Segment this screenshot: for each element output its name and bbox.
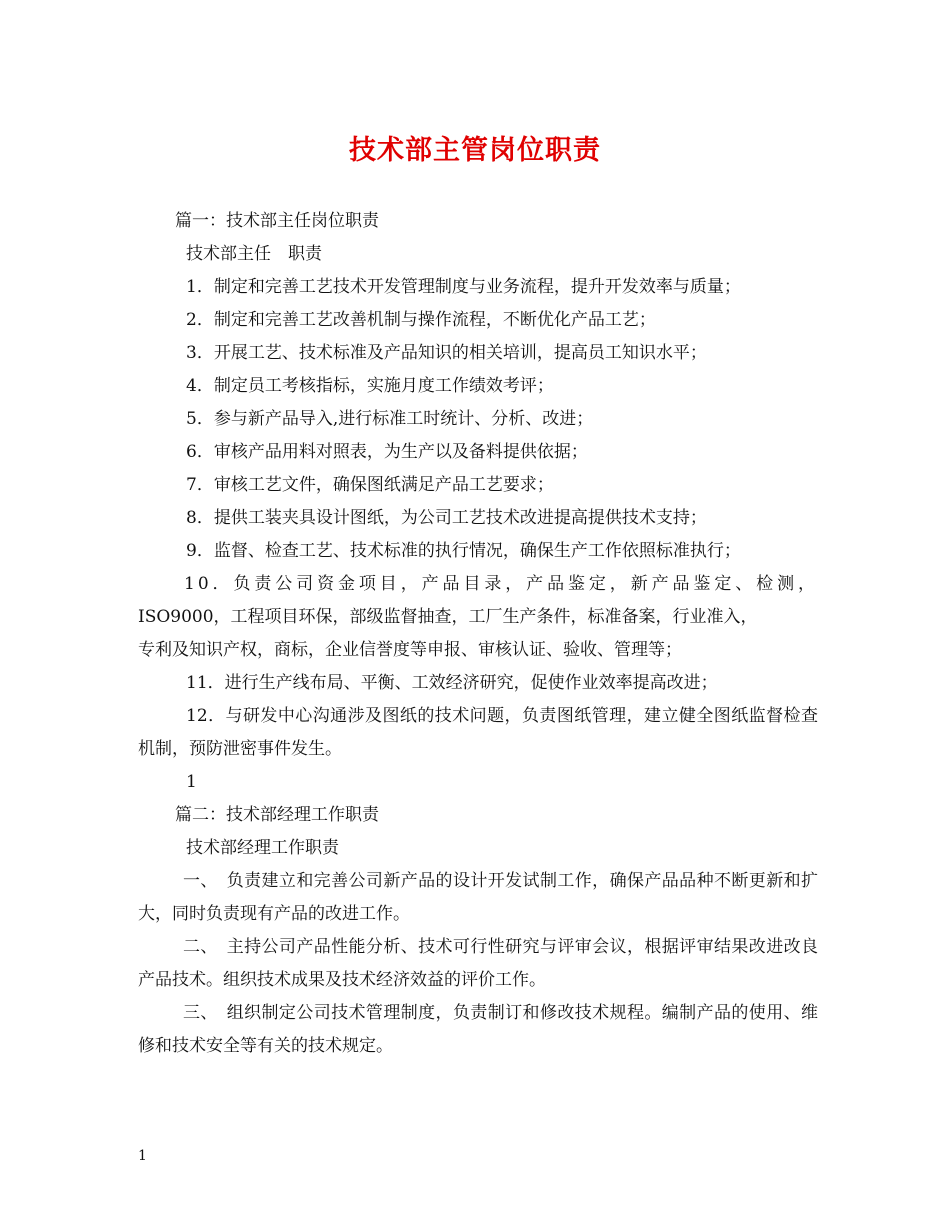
section1-subheading: 技术部主任 职责	[186, 244, 322, 264]
duty-paragraph-3: 三、 组织制定公司技术管理制度，负责制订和修改技术规程。编制产品的使用、维修和技术安全等有关的技术规定。	[138, 1003, 818, 1056]
duty-item: 7．审核工艺文件，确保图纸满足产品工艺要求；	[186, 475, 554, 495]
duty-item: 8．提供工装夹具设计图纸，为公司工艺技术改进提高提供技术支持；	[186, 508, 707, 528]
duty-item: 9．监督、检查工艺、技术标准的执行情况，确保生产工作依照标准执行；	[186, 541, 741, 561]
duty-item: 5．参与新产品导入,进行标准工时统计、分析、改进；	[186, 409, 594, 429]
section1-heading: 篇一：技术部主任岗位职责	[175, 211, 379, 231]
duty-item-10-line3: 专利及知识产权，商标，企业信誉度等申报、审核认证、验收、管理等；	[138, 640, 682, 660]
section2-subheading: 技术部经理工作职责	[186, 838, 339, 858]
document-body	[138, 205, 818, 1063]
duty-item: 1．制定和完善工艺技术开发管理制度与业务流程，提升开发效率与质量；	[186, 277, 741, 297]
duty-item-11: 11．进行生产线布局、平衡、工效经济研究，促使作业效率提高改进；	[186, 673, 718, 693]
duty-item: 3．开展工艺、技术标准及产品知识的相关培训，提高员工知识水平；	[186, 343, 707, 363]
duty-item-12: 12．与研发中心沟通涉及图纸的技术问题，负责图纸管理，建立健全图纸监督检查机制，预防泄密事件发生。	[138, 706, 818, 759]
duty-paragraph-1: 一、 负责建立和完善公司新产品的设计开发试制工作，确保产品品种不断更新和扩大，同时负责现有产品的改进工作。	[138, 871, 818, 924]
duty-paragraph-2: 二、 主持公司产品性能分析、技术可行性研究与评审会议，根据评审结果改进改良产品技术。组织技术成果及技术经济效益的评价工作。	[138, 937, 818, 990]
section2-heading: 篇二：技术部经理工作职责	[175, 805, 379, 825]
duty-item: 4．制定员工考核指标，实施月度工作绩效考评；	[186, 376, 554, 396]
duty-item-10-line1: 10．负责公司资金项目，产品目录，产品鉴定，新产品鉴定、检测，	[184, 574, 818, 594]
duty-item: 6．审核产品用料对照表，为生产以及备料提供依据；	[186, 442, 588, 462]
page-title: 技术部主管岗位职责	[349, 135, 601, 166]
footer-page-number: 1	[138, 1148, 147, 1164]
inline-page-number: 1	[186, 772, 197, 792]
duty-item-10-line2: ISO9000，工程项目环保，部级监督抽查，工厂生产条件，标准备案，行业准入，	[138, 607, 758, 627]
duty-item: 2．制定和完善工艺改善机制与操作流程，不断优化产品工艺；	[186, 310, 656, 330]
